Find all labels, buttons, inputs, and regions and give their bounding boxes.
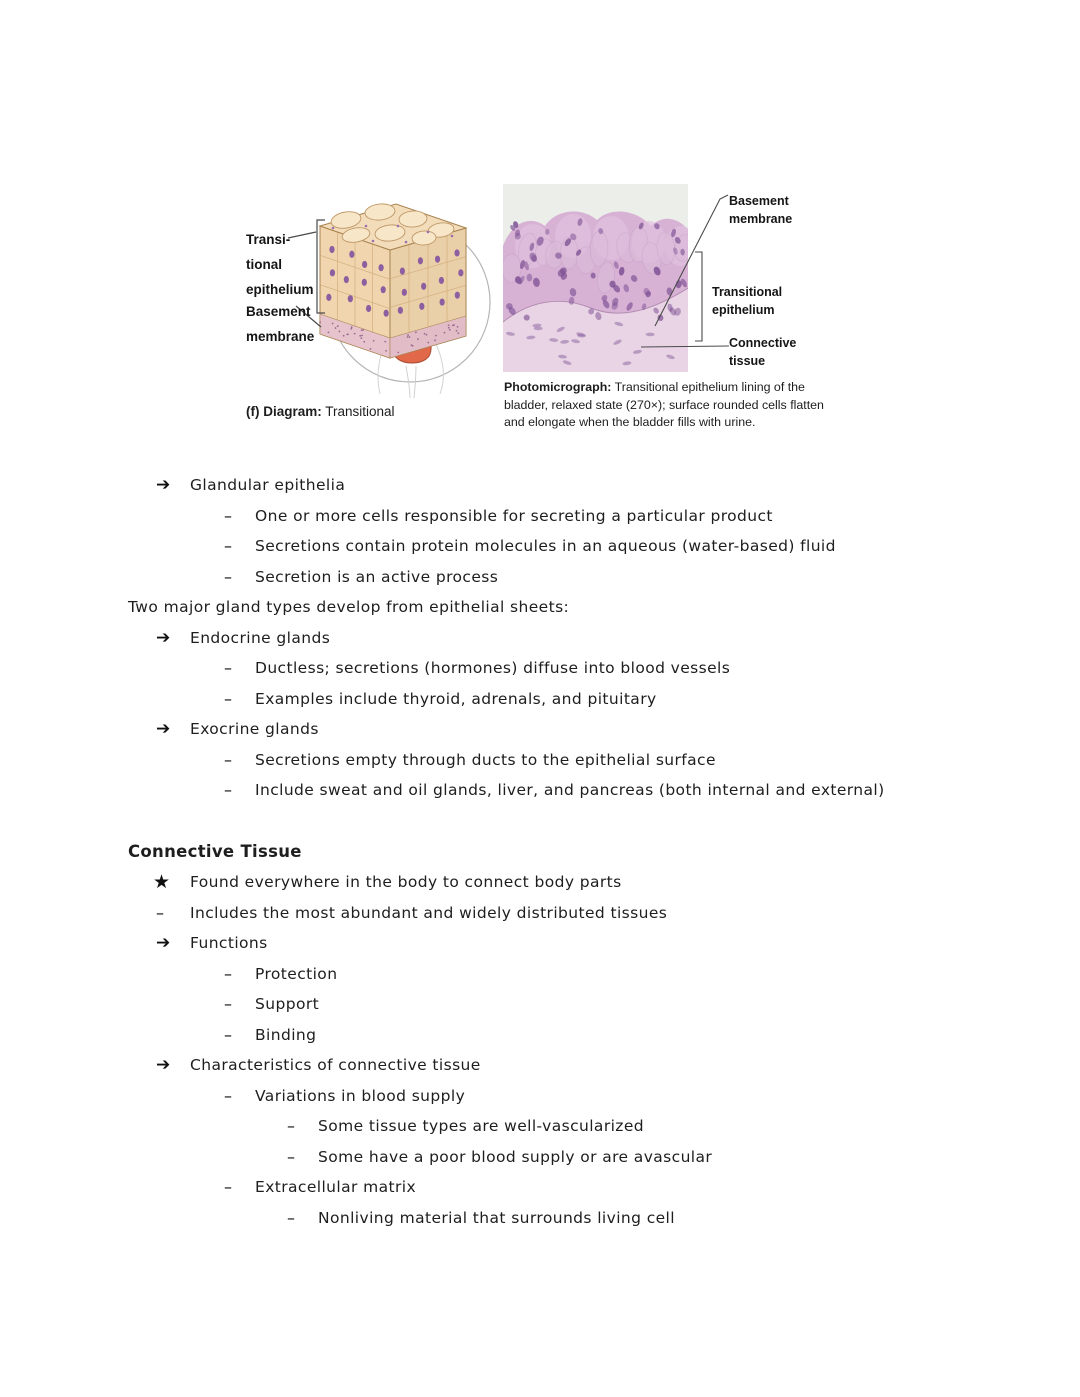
note-line: [128, 684, 1048, 715]
note-text: Secretions contain protein molecules in an aqueous (water-based) fluid: [255, 537, 836, 556]
note-line: [128, 1050, 1048, 1081]
note-text: Examples include thyroid, adrenals, and pituitary: [255, 689, 657, 708]
micrograph-epithelium-label: Transitional epithelium: [712, 285, 783, 317]
note-text: Found everywhere in the body to connect body parts: [190, 873, 622, 892]
note-text: Characteristics of connective tissue: [190, 1056, 481, 1075]
micrograph-image: [503, 184, 697, 372]
dash-bullet-icon: –: [224, 1177, 233, 1197]
note-line: [128, 867, 1048, 898]
arrow-bullet-icon: ➔: [156, 1055, 171, 1076]
note-line: [128, 470, 1048, 501]
note-text: Ductless; secretions (hormones) diffuse into blood vessels: [255, 659, 731, 678]
arrow-bullet-icon: ➔: [156, 627, 171, 648]
section-heading: [128, 837, 1048, 868]
note-text: Secretion is an active process: [255, 567, 499, 586]
micrograph-connective-label: Connective tissue: [729, 336, 797, 368]
note-text: Include sweat and oil glands, liver, and pancreas (both internal and external): [255, 781, 885, 800]
note-text: Extracellular matrix: [255, 1178, 417, 1197]
note-text: Glandular epithelia: [190, 476, 346, 495]
note-line: [128, 653, 1048, 684]
dash-bullet-icon: –: [224, 1086, 233, 1106]
dash-bullet-icon: –: [224, 689, 233, 709]
diagram-epithelium-label: Transi- tional epithelium: [246, 232, 314, 297]
note-text: Variations in blood supply: [255, 1086, 466, 1105]
dash-bullet-icon: –: [287, 1116, 296, 1136]
note-text: Protection: [255, 964, 338, 983]
dash-bullet-icon: –: [224, 567, 233, 587]
notes-list: [128, 470, 1048, 1233]
note-line: [128, 775, 1048, 806]
note-text: One or more cells responsible for secreting a particular product: [255, 506, 773, 525]
note-text: Endocrine glands: [190, 628, 331, 647]
note-text: Connective Tissue: [128, 842, 302, 862]
note-line: [128, 623, 1048, 654]
dash-bullet-icon: –: [287, 1208, 296, 1228]
dash-bullet-icon: –: [224, 964, 233, 984]
note-line: [128, 898, 1048, 929]
note-line: [128, 562, 1048, 593]
note-line: [128, 592, 1048, 623]
note-line: [128, 928, 1048, 959]
note-line: [128, 1020, 1048, 1051]
note-text: Support: [255, 995, 320, 1014]
epithelium-block-art: [319, 202, 466, 358]
diagram-caption: (f) Diagram: Transitional: [246, 404, 395, 419]
note-text: Some tissue types are well-vascularized: [318, 1117, 645, 1136]
note-text: Two major gland types develop from epithelial sheets:: [128, 598, 570, 617]
note-text: Nonliving material that surrounds living cell: [318, 1208, 675, 1227]
dash-bullet-icon: –: [224, 536, 233, 556]
dash-bullet-icon: –: [224, 750, 233, 770]
note-line: [128, 745, 1048, 776]
note-text: Exocrine glands: [190, 720, 319, 739]
note-line: [128, 1203, 1048, 1234]
dash-bullet-icon: –: [224, 506, 233, 526]
note-line: [128, 501, 1048, 532]
note-line: [128, 1172, 1048, 1203]
note-line: [128, 1081, 1048, 1112]
note-line: [128, 959, 1048, 990]
dash-bullet-icon: –: [224, 658, 233, 678]
note-text: Secretions empty through ducts to the epithelial surface: [255, 750, 716, 769]
note-line: [128, 714, 1048, 745]
dash-bullet-icon: –: [224, 1025, 233, 1045]
arrow-bullet-icon: ➔: [156, 719, 171, 740]
note-text: Some have a poor blood supply or are avascular: [318, 1147, 713, 1166]
micrograph-basement-label: Basement membrane: [729, 194, 793, 226]
arrow-bullet-icon: ➔: [156, 933, 171, 954]
note-line: [128, 531, 1048, 562]
note-line: [128, 1111, 1048, 1142]
note-line: [128, 989, 1048, 1020]
note-line: [128, 1142, 1048, 1173]
note-text: Binding: [255, 1025, 317, 1044]
note-text: Functions: [190, 934, 268, 953]
dash-bullet-icon: –: [287, 1147, 296, 1167]
micrograph-caption: Photomicrograph: Transitional epithelium lining of the bladder, relaxed state (270×); surface rounded cells flatten and elongate when the bladder fills with urine.: [504, 380, 824, 429]
dash-bullet-icon: –: [224, 994, 233, 1014]
dash-bullet-icon: –: [224, 780, 233, 800]
arrow-bullet-icon: ➔: [156, 475, 171, 496]
dash-bullet-icon: –: [156, 903, 165, 923]
star-bullet-icon: ★: [153, 871, 171, 894]
note-text: Includes the most abundant and widely distributed tissues: [190, 903, 668, 922]
diagram-basement-label: Basement membrane: [246, 304, 315, 344]
